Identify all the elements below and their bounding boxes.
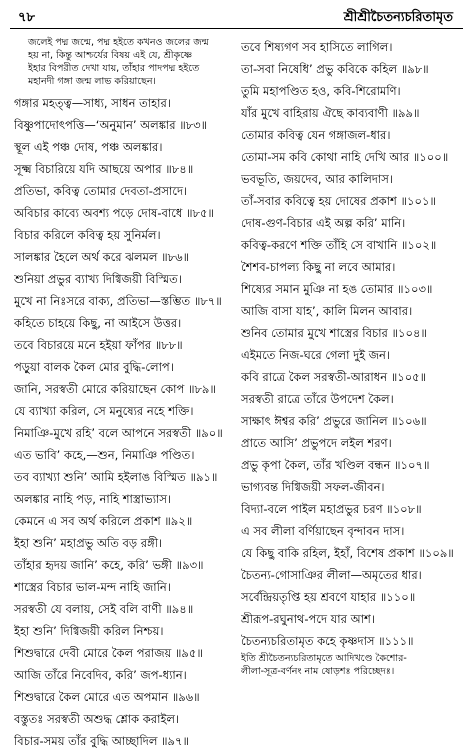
commentary-block [14,36,239,88]
verse-line: প্রতিভা, কবিত্ব তোমার দেবতা-প্রসাদে। [14,184,188,198]
verse-line: যে ব্যাখ্যা করিল, সে মনুষ্যের নহে শক্তি। [14,404,194,418]
verse-line: বিষ্ণুপাদোৎপত্তি—‘অনুমান’ অলঙ্কার ॥৮৩॥ [14,118,208,132]
verse-line: শিশুদ্বারে কৈল মোরে এত অপমান ॥৯৬॥ [14,690,200,704]
verse-line: শৈশব-চাপল্য কিছু না লবে আমার। [241,260,396,274]
verse-line: তোমা-সম কবি কোথা নাহি দেখি আর ॥১০০॥ [241,150,449,164]
book-title: শ্রীশ্রীচৈতন্যচরিতামৃত [343,10,453,25]
verse-line: সূক্ষ্ম বিচারিয়ে যদি আছয়ে অপার ॥৮৪॥ [14,162,194,176]
verse-line: আজি তাঁরে নিবেদিব, করি’ জপ-ধ্যান। [14,668,187,682]
verse-line: এত ভাবি’ কহে,—শুন, নিমাঞি পণ্ডিত। [14,448,195,462]
verse-line: পড়ুয়া বালক কৈল মোর বুদ্ধি-লোপ। [14,360,174,374]
commentary-line: হয় না, কিন্তু আশ্চর্যের বিষয় এই যে, শ্রীকৃষ্ণে [28,50,193,61]
verse-line: বিদ্যা-বলে পাইল মহাপ্রভুর চরণ ॥১০৮॥ [241,502,422,516]
verse-line: প্রাতে আসি’ প্রভুপদে লইল শরণ। [241,436,392,450]
verse-line: শিষ্যের সমান মুঞি না হঙ তোমার ॥১০৩॥ [241,282,433,296]
verse-line: তাঁ-সবার কবিত্বে হয় দোষের প্রকাশ ॥১০১॥ [241,194,436,208]
verse-line: ভবভূতি, জয়দেব, আর কালিদাস। [241,172,393,186]
verse-line: কেমনে এ সব অর্থ করিলে প্রকাশ ॥৯২॥ [14,514,193,528]
verse-line: অবিচার কাব্যে অবশ্য পড়ে দোষ-বাধে ॥৮৫॥ [14,206,214,220]
verse-line: চৈতন্যচরিতামৃত কহে কৃষ্ণদাস ॥১১১॥ [241,634,414,648]
verse-line: কবিত্ব-করণে শক্তি তাঁহি সে বাখানি ॥১০২॥ [241,238,437,252]
verse-line: যে কিছু বাকি রহিল, ইহাঁ, বিশেষ প্রকাশ ॥১০৯॥ [241,546,454,560]
verse-line: প্রভু কৃপা কৈল, তাঁর খণ্ডিল বন্ধন ॥১০৭॥ [241,458,430,472]
verse-line: যাঁর মুখে বাহিরায় ঐছে কাব্যবাণী ॥৯৯॥ [241,106,420,120]
commentary-line: মহানদী গঙ্গা জন্ম লাভ করিয়াছেন। [28,76,156,87]
verse-line: কবি রাত্রে কৈল সরস্বতী-আরাধন ॥১০৫॥ [241,370,427,384]
verse-line: তোমার কবিত্ব যেন গঙ্গাজল-ধার। [241,128,391,142]
verse-line: অলঙ্কার নাহি পড়, নাহি শাস্ত্রাভ্যাস। [14,492,172,506]
verse-line: চৈতন্য-গোসাঞির লীলা—অমৃতের ধার। [241,568,422,582]
page-number: ৭৮ [18,10,35,25]
chapter-colophon: লীলা-সূত্র-বর্ণনং নাম ষোড়শঃ পরিচ্ছেদঃ। [241,666,395,677]
verse-line: সর্বেন্দ্রিয়তৃপ্তি হয় শ্রবণে যাহার ॥১১০॥ [241,590,416,604]
commentary-line: জলেই পদ্ম জন্মে, পদ্ম হইতে কখনও জলের জন্ম [28,37,209,48]
verse-line: আজি বাসা যাহ’, কালি মিলন আবার। [241,304,413,318]
verse-line: তা-সবা নিষেধি’ প্রভু কবিকে কহিল ॥৯৮॥ [241,62,429,76]
left-column [14,36,239,752]
verse-line: বস্তুতঃ সরস্বতী অশুদ্ধ শ্লোক করাইল। [14,712,180,726]
verse-line: শুনিয়া প্রভুর ব্যাখ্য দিগ্বিজয়ী বিস্মিত। [14,272,182,286]
verse-line: শাস্ত্রের বিচার ভাল-মন্দ নাহি জানি। [14,580,171,594]
header-divider [10,28,463,29]
verse-line: এইমতে নিজ-ঘরে গেলা দুই জন। [241,348,391,362]
verse-line: শ্রীরূপ-রঘুনাথ-পদে যার আশ। [241,612,375,626]
verse-line: তুমি মহাপণ্ডিত হও, কবি-শিরোমণি। [241,84,401,98]
running-header [14,6,459,26]
verse-line: গঙ্গার মহত্ত্ব—সাধ্য, সাধন তাহার। [14,96,171,110]
chapter-colophon: ইতি শ্রীচৈতন্যচরিতামৃতে আদিখণ্ডে কৈশোর- [241,653,407,664]
verse-line: ভাগ্যবন্ত দিগ্বিজয়ী সফল-জীবন। [241,480,385,494]
verse-line: ইহা শুনি’ মহাপ্রভু অতি বড় রঙ্গী। [14,536,163,550]
verse-line: দোষ-গুণ-বিচার এই অল্প করি’ মানি। [241,216,406,230]
verse-line: এ সব লীলা বর্ণিয়াছেন বৃন্দাবন দাস। [241,524,405,538]
verse-line: স্থূল এই পঞ্চ দোষ, পঞ্চ অলঙ্কার। [14,140,163,154]
verse-line: নিমাঞি-মুখে রহি’ বলে আপনে সরস্বতী ॥৯০॥ [14,426,223,440]
verse-line: শুনিব তোমার মুখে শাস্ত্রের বিচার ॥১০৪॥ [241,326,427,340]
verse-line: ইহা শুনি’ দিগ্বিজয়ী করিল নিশ্চয়। [14,624,164,638]
verse-line: বিচার-সময় তাঁর বুদ্ধি আচ্ছাদিল ॥৯৭॥ [14,734,189,748]
verse-line: সরস্বতী যে বলায়, সেই বলি বাণী ॥৯৪॥ [14,602,194,616]
verse-line: তাঁহার হৃদয় জানি’ কহে, করি’ ভঙ্গী ॥৯৩॥ [14,558,204,572]
verse-line: সরস্বতী রাত্রে তাঁরে উপদেশ কৈল। [241,392,394,406]
verse-line: সালঙ্কার হৈলে অর্থ করে ঝলমল ॥৮৬॥ [14,250,190,264]
verse-line: তব ব্যাখ্যা শুনি’ আমি হইলাঙ বিস্মিত ॥৯১॥ [14,470,218,484]
verse-line: জানি, সরস্বতী মোরে করিয়াছেন কোপ ॥৮৯॥ [14,382,216,396]
verse-line: তবে শিষ্যগণ সব হাসিতে লাগিল। [241,40,393,54]
verse-line: কহিতে চাহয়ে কিছু, না আইসে উত্তর। [14,316,182,330]
verse-line: মুখে না নিঃসরে বাক্য, প্রতিভা—স্তম্ভিত ॥৮৭॥ [14,294,222,308]
verse-line: তবে বিচারয়ে মনে হইয়া ফাঁপর ॥৮৮॥ [14,338,183,352]
verse-line: সাক্ষাৎ ঈশ্বর করি’ প্রভুরে জানিল ॥১০৬॥ [241,414,427,428]
right-column [241,36,463,678]
verse-line: শিশুদ্বারে দেবী মোরে কৈল পরাজয় ॥৯৫॥ [14,646,203,660]
commentary-line: ইহার বিপরীত দেখা যায়, তাঁহার পাদপদ্ম হইতে [28,63,200,74]
verse-line: বিচার করিলে কবিত্ব হয় সুনির্মল। [14,228,161,242]
